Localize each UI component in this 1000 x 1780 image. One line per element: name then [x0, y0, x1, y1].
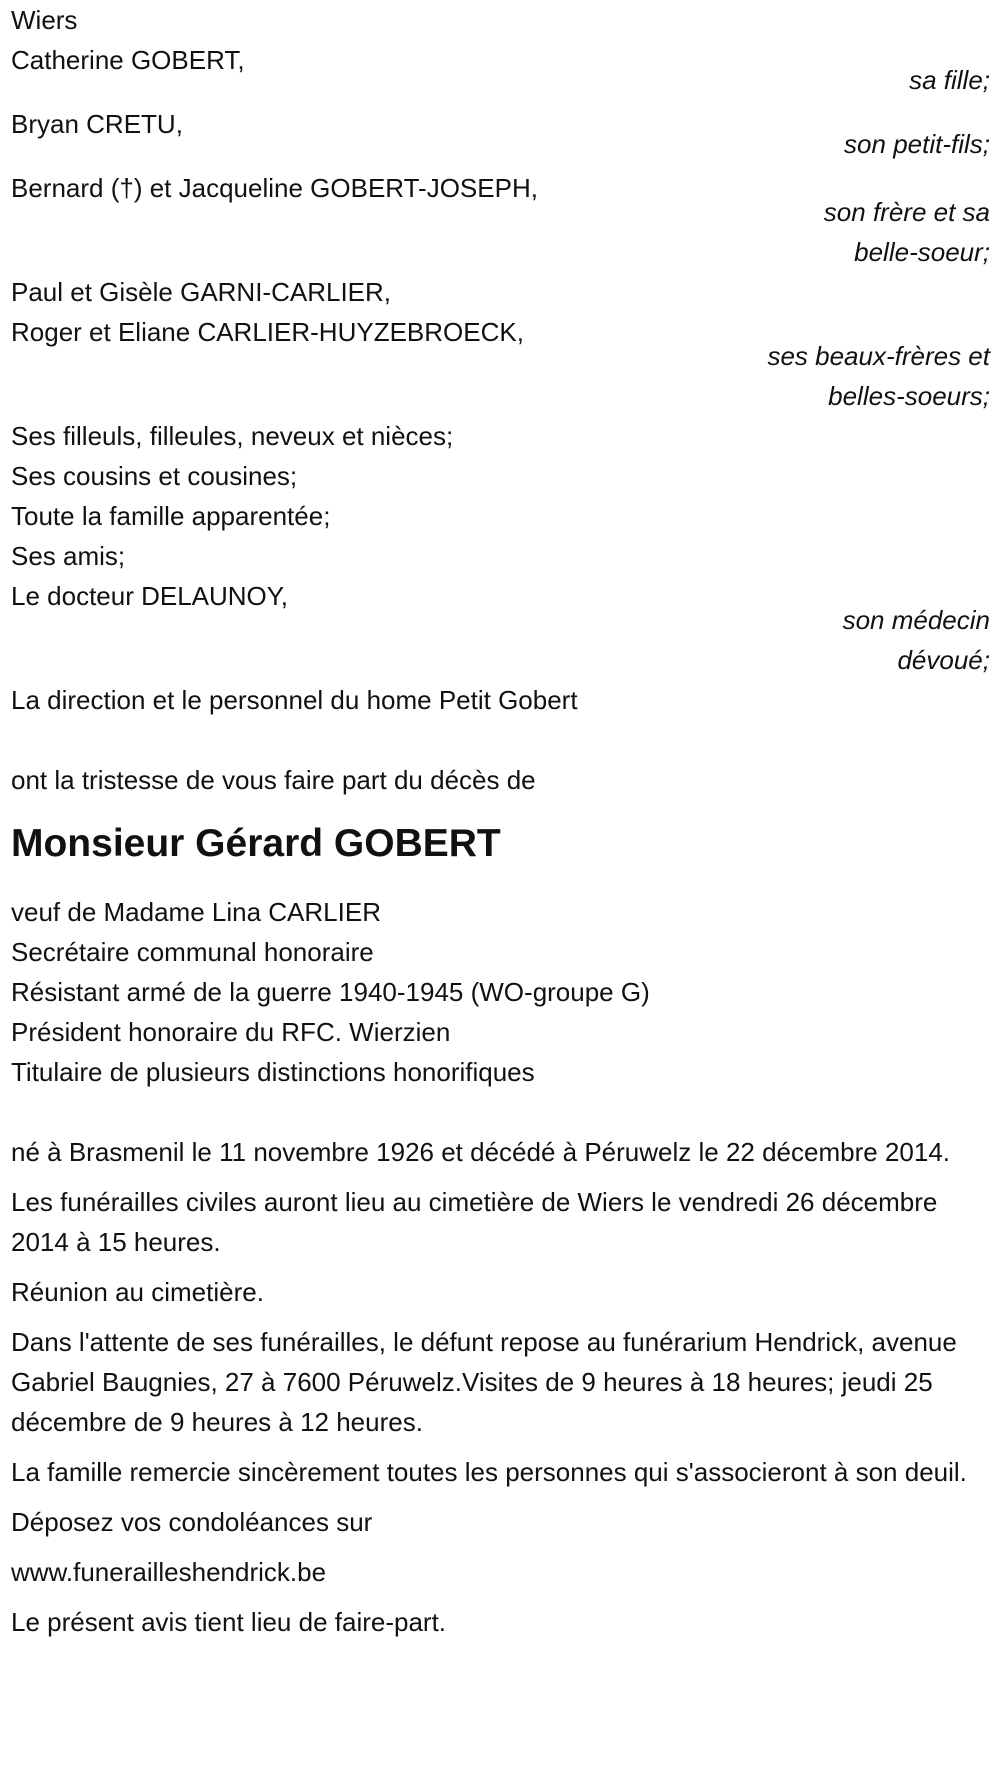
deceased-title: Titulaire de plusieurs distinctions honorifiques: [11, 1057, 535, 1087]
family-member-name: Bryan CRETU,: [11, 109, 183, 139]
other-relatives: Ses cousins et cousines;: [11, 461, 298, 491]
visitation-info: Dans l'attente de ses funérailles, le défunt repose au funérarium Hendrick, avenue Gabriel Baugnies, 27 à 7600 Péruwelz.Visites de 9 heures à 18 heures; jeudi 25 décembre de 9 heures à 12 heures.: [11, 1327, 957, 1437]
doctor-relation: dévoué;: [897, 645, 990, 675]
funeral-home-website-link[interactable]: www.funerailleshendrick.be: [11, 1557, 327, 1587]
deceased-title: Secrétaire communal honoraire: [11, 937, 374, 967]
other-relatives: Toute la famille apparentée;: [11, 501, 331, 531]
deceased-title: Résistant armé de la guerre 1940-1945 (WO-groupe G): [11, 977, 650, 1007]
family-member-relation: ses beaux-frères et: [767, 341, 990, 371]
family-member-relation: son petit-fils;: [844, 129, 990, 159]
deceased-title: veuf de Madame Lina CARLIER: [11, 897, 381, 927]
home-staff: La direction et le personnel du home Petit Gobert: [11, 685, 578, 715]
family-member-name: Paul et Gisèle GARNI-CARLIER,: [11, 277, 392, 307]
meeting-info: Réunion au cimetière.: [11, 1277, 264, 1307]
family-member-relation: belle-soeur;: [854, 237, 990, 267]
family-member-relation: sa fille;: [909, 65, 990, 95]
doctor-relation: son médecin: [842, 605, 990, 635]
doctor-name: Le docteur DELAUNOY,: [11, 581, 288, 611]
family-member-relation: son frère et sa: [823, 197, 990, 227]
announcement-text: ont la tristesse de vous faire part du décès de: [11, 765, 536, 795]
funeral-info: Les funérailles civiles auront lieu au cimetière de Wiers le vendredi 26 décembre 2014 à 15 heures.: [11, 1187, 938, 1257]
deceased-title: Président honoraire du RFC. Wierzien: [11, 1017, 451, 1047]
location: Wiers: [11, 5, 78, 35]
deceased-name: Monsieur Gérard GOBERT: [11, 822, 501, 865]
family-member-name: Roger et Eliane CARLIER-HUYZEBROECK,: [11, 317, 524, 347]
family-member-relation: belles-soeurs;: [828, 381, 990, 411]
birth-death-info: né à Brasmenil le 11 novembre 1926 et décédé à Péruwelz le 22 décembre 2014.: [11, 1137, 950, 1167]
other-relatives: Ses amis;: [11, 541, 126, 571]
condolences-label: Déposez vos condoléances sur: [11, 1507, 373, 1537]
thanks-text: La famille remercie sincèrement toutes les personnes qui s'associeront à son deuil.: [11, 1457, 967, 1487]
family-member-name: Bernard (†) et Jacqueline GOBERT-JOSEPH,: [11, 173, 538, 203]
notice-text: Le présent avis tient lieu de faire-part.: [11, 1607, 447, 1637]
other-relatives: Ses filleuls, filleules, neveux et nièces;: [11, 421, 454, 451]
family-member-name: Catherine GOBERT,: [11, 45, 245, 75]
